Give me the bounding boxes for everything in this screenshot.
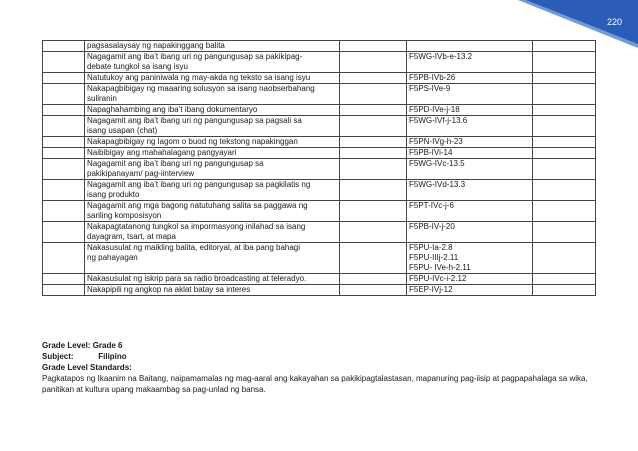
code-cell	[407, 41, 533, 52]
empty-cell	[533, 105, 596, 116]
code-cell: F5PT-IVc-j-6	[407, 201, 533, 222]
code-cell: F5WG-IVc-13.5	[407, 159, 533, 180]
code-cell: F5WG-IVd-13.3	[407, 180, 533, 201]
competency-cell: Nakapagtatanong tungkol sa impormasyong inilahad sa isang dayagram, tsart, at mapa	[85, 222, 340, 243]
empty-cell	[340, 41, 407, 52]
empty-cell	[340, 73, 407, 84]
table-row	[43, 159, 596, 180]
standards-label: Grade Level Standards:	[42, 363, 132, 372]
empty-cell	[340, 105, 407, 116]
empty-cell	[340, 285, 407, 296]
empty-cell	[533, 84, 596, 105]
competency-cell: Nagagamit ang iba’t ibang uri ng pangungusap sa pagkilatis ng isang produkto	[85, 180, 340, 201]
empty-cell	[43, 52, 85, 73]
empty-cell	[340, 180, 407, 201]
empty-cell	[533, 285, 596, 296]
competency-cell: Natutukoy ang paniniwala ng may-akda ng teksto sa isang isyu	[85, 73, 340, 84]
competency-cell: Nagagamit ang iba’t ibang uri ng pangungusap sa pakikipanayam/ pag-iinterview	[85, 159, 340, 180]
table-row	[43, 105, 596, 116]
competency-cell: Nagagamit ang iba’t ibang uri ng pangungusap sa pagsali sa isang usapan (chat)	[85, 116, 340, 137]
empty-cell	[533, 41, 596, 52]
empty-cell	[43, 41, 85, 52]
empty-cell	[340, 148, 407, 159]
table-row	[43, 137, 596, 148]
grade-info	[42, 340, 602, 395]
table-row	[43, 243, 596, 274]
empty-cell	[43, 84, 85, 105]
table-row	[43, 52, 596, 73]
code-cell: F5PU-IVc-i-2.12	[407, 274, 533, 285]
competency-table-body	[43, 41, 596, 296]
code-cell: F5PB-IVb-26	[407, 73, 533, 84]
empty-cell	[533, 116, 596, 137]
table-row	[43, 274, 596, 285]
table-row	[43, 41, 596, 52]
empty-cell	[43, 180, 85, 201]
empty-cell	[340, 52, 407, 73]
code-cell: F5PS-IVe-9	[407, 84, 533, 105]
competency-cell: Nakasusulat ng maikling balita, editoryal, at iba pang bahagi ng pahayagan	[85, 243, 340, 274]
subject-value: Filipino	[98, 352, 127, 361]
empty-cell	[533, 274, 596, 285]
code-cell: F5WG-IVb-e-13.2	[407, 52, 533, 73]
code-cell: F5PU-Ia-2.8 F5PU-IIIj-2.11 F5PU- IVe-h-2.11	[407, 243, 533, 274]
empty-cell	[533, 201, 596, 222]
competency-cell: Napaghahambing ang iba’t ibang dokumentaryo	[85, 105, 340, 116]
subject-label: Subject:	[42, 352, 74, 361]
empty-cell	[533, 52, 596, 73]
competency-cell: Nakapipili ng angkop na aklat batay sa interes	[85, 285, 340, 296]
empty-cell	[43, 116, 85, 137]
subject-line	[42, 351, 602, 362]
empty-cell	[340, 137, 407, 148]
empty-cell	[43, 148, 85, 159]
empty-cell	[340, 201, 407, 222]
empty-cell	[340, 159, 407, 180]
table-row	[43, 285, 596, 296]
code-cell: F5PD-IVe-j-18	[407, 105, 533, 116]
grade-level-label: Grade Level:	[42, 341, 91, 350]
empty-cell	[533, 243, 596, 274]
grade-level-value: Grade 6	[92, 341, 123, 350]
empty-cell	[533, 148, 596, 159]
code-cell: F5PB-IVi-14	[407, 148, 533, 159]
empty-cell	[533, 180, 596, 201]
table-row	[43, 222, 596, 243]
empty-cell	[43, 222, 85, 243]
table-row	[43, 148, 596, 159]
empty-cell	[340, 116, 407, 137]
empty-cell	[43, 201, 85, 222]
table-row	[43, 180, 596, 201]
competency-cell: Nakapagbibigay ng lagom o buod ng tekstong napakinggan	[85, 137, 340, 148]
table-row	[43, 201, 596, 222]
empty-cell	[43, 137, 85, 148]
standards-text: Pagkatapos ng Ikaanim na Baitang, naipamamalas ng mag-aaral ang kakayahan sa pakikipagtalastasan, mapanuring pag-iisip at pagpapahalaga sa wika, panitikan at kultura upang makaambag sa pag-unlad ng bansa.	[42, 374, 588, 394]
competency-cell: Nakasusulat ng iskrip para sa radio broadcasting at teleradyo.	[85, 274, 340, 285]
competency-cell: Nakapagbibigay ng maaaring solusyon sa isang naobserbahang suliranin	[85, 84, 340, 105]
empty-cell	[533, 137, 596, 148]
competency-cell: Naibibigay ang mahahalagang pangyayari	[85, 148, 340, 159]
empty-cell	[533, 73, 596, 84]
competency-cell: Nagagamit ang iba’t ibang uri ng pangungusap sa pakikipag- debate tungkol sa isang isyu	[85, 52, 340, 73]
table-row	[43, 73, 596, 84]
empty-cell	[340, 222, 407, 243]
code-cell: F5PB-IV-j-20	[407, 222, 533, 243]
empty-cell	[340, 84, 407, 105]
empty-cell	[43, 105, 85, 116]
empty-cell	[43, 274, 85, 285]
code-cell: F5EP-IVj-12	[407, 285, 533, 296]
empty-cell	[43, 73, 85, 84]
empty-cell	[43, 159, 85, 180]
empty-cell	[43, 285, 85, 296]
code-cell: F5PN-IVg-h-23	[407, 137, 533, 148]
empty-cell	[533, 159, 596, 180]
empty-cell	[340, 274, 407, 285]
empty-cell	[340, 243, 407, 274]
competency-cell: Nagagamit ang mga bagong natutuhang salita sa paggawa ng sariling komposisyon	[85, 201, 340, 222]
competency-cell: pagsasalaysay ng napakinggang balita	[85, 41, 340, 52]
table-row	[43, 84, 596, 105]
competency-table	[42, 40, 596, 296]
empty-cell	[43, 243, 85, 274]
table-row	[43, 116, 596, 137]
code-cell: F5WG-IVf-j-13.6	[407, 116, 533, 137]
grade-level-line	[42, 340, 602, 351]
page-number: 220	[606, 17, 622, 27]
empty-cell	[533, 222, 596, 243]
